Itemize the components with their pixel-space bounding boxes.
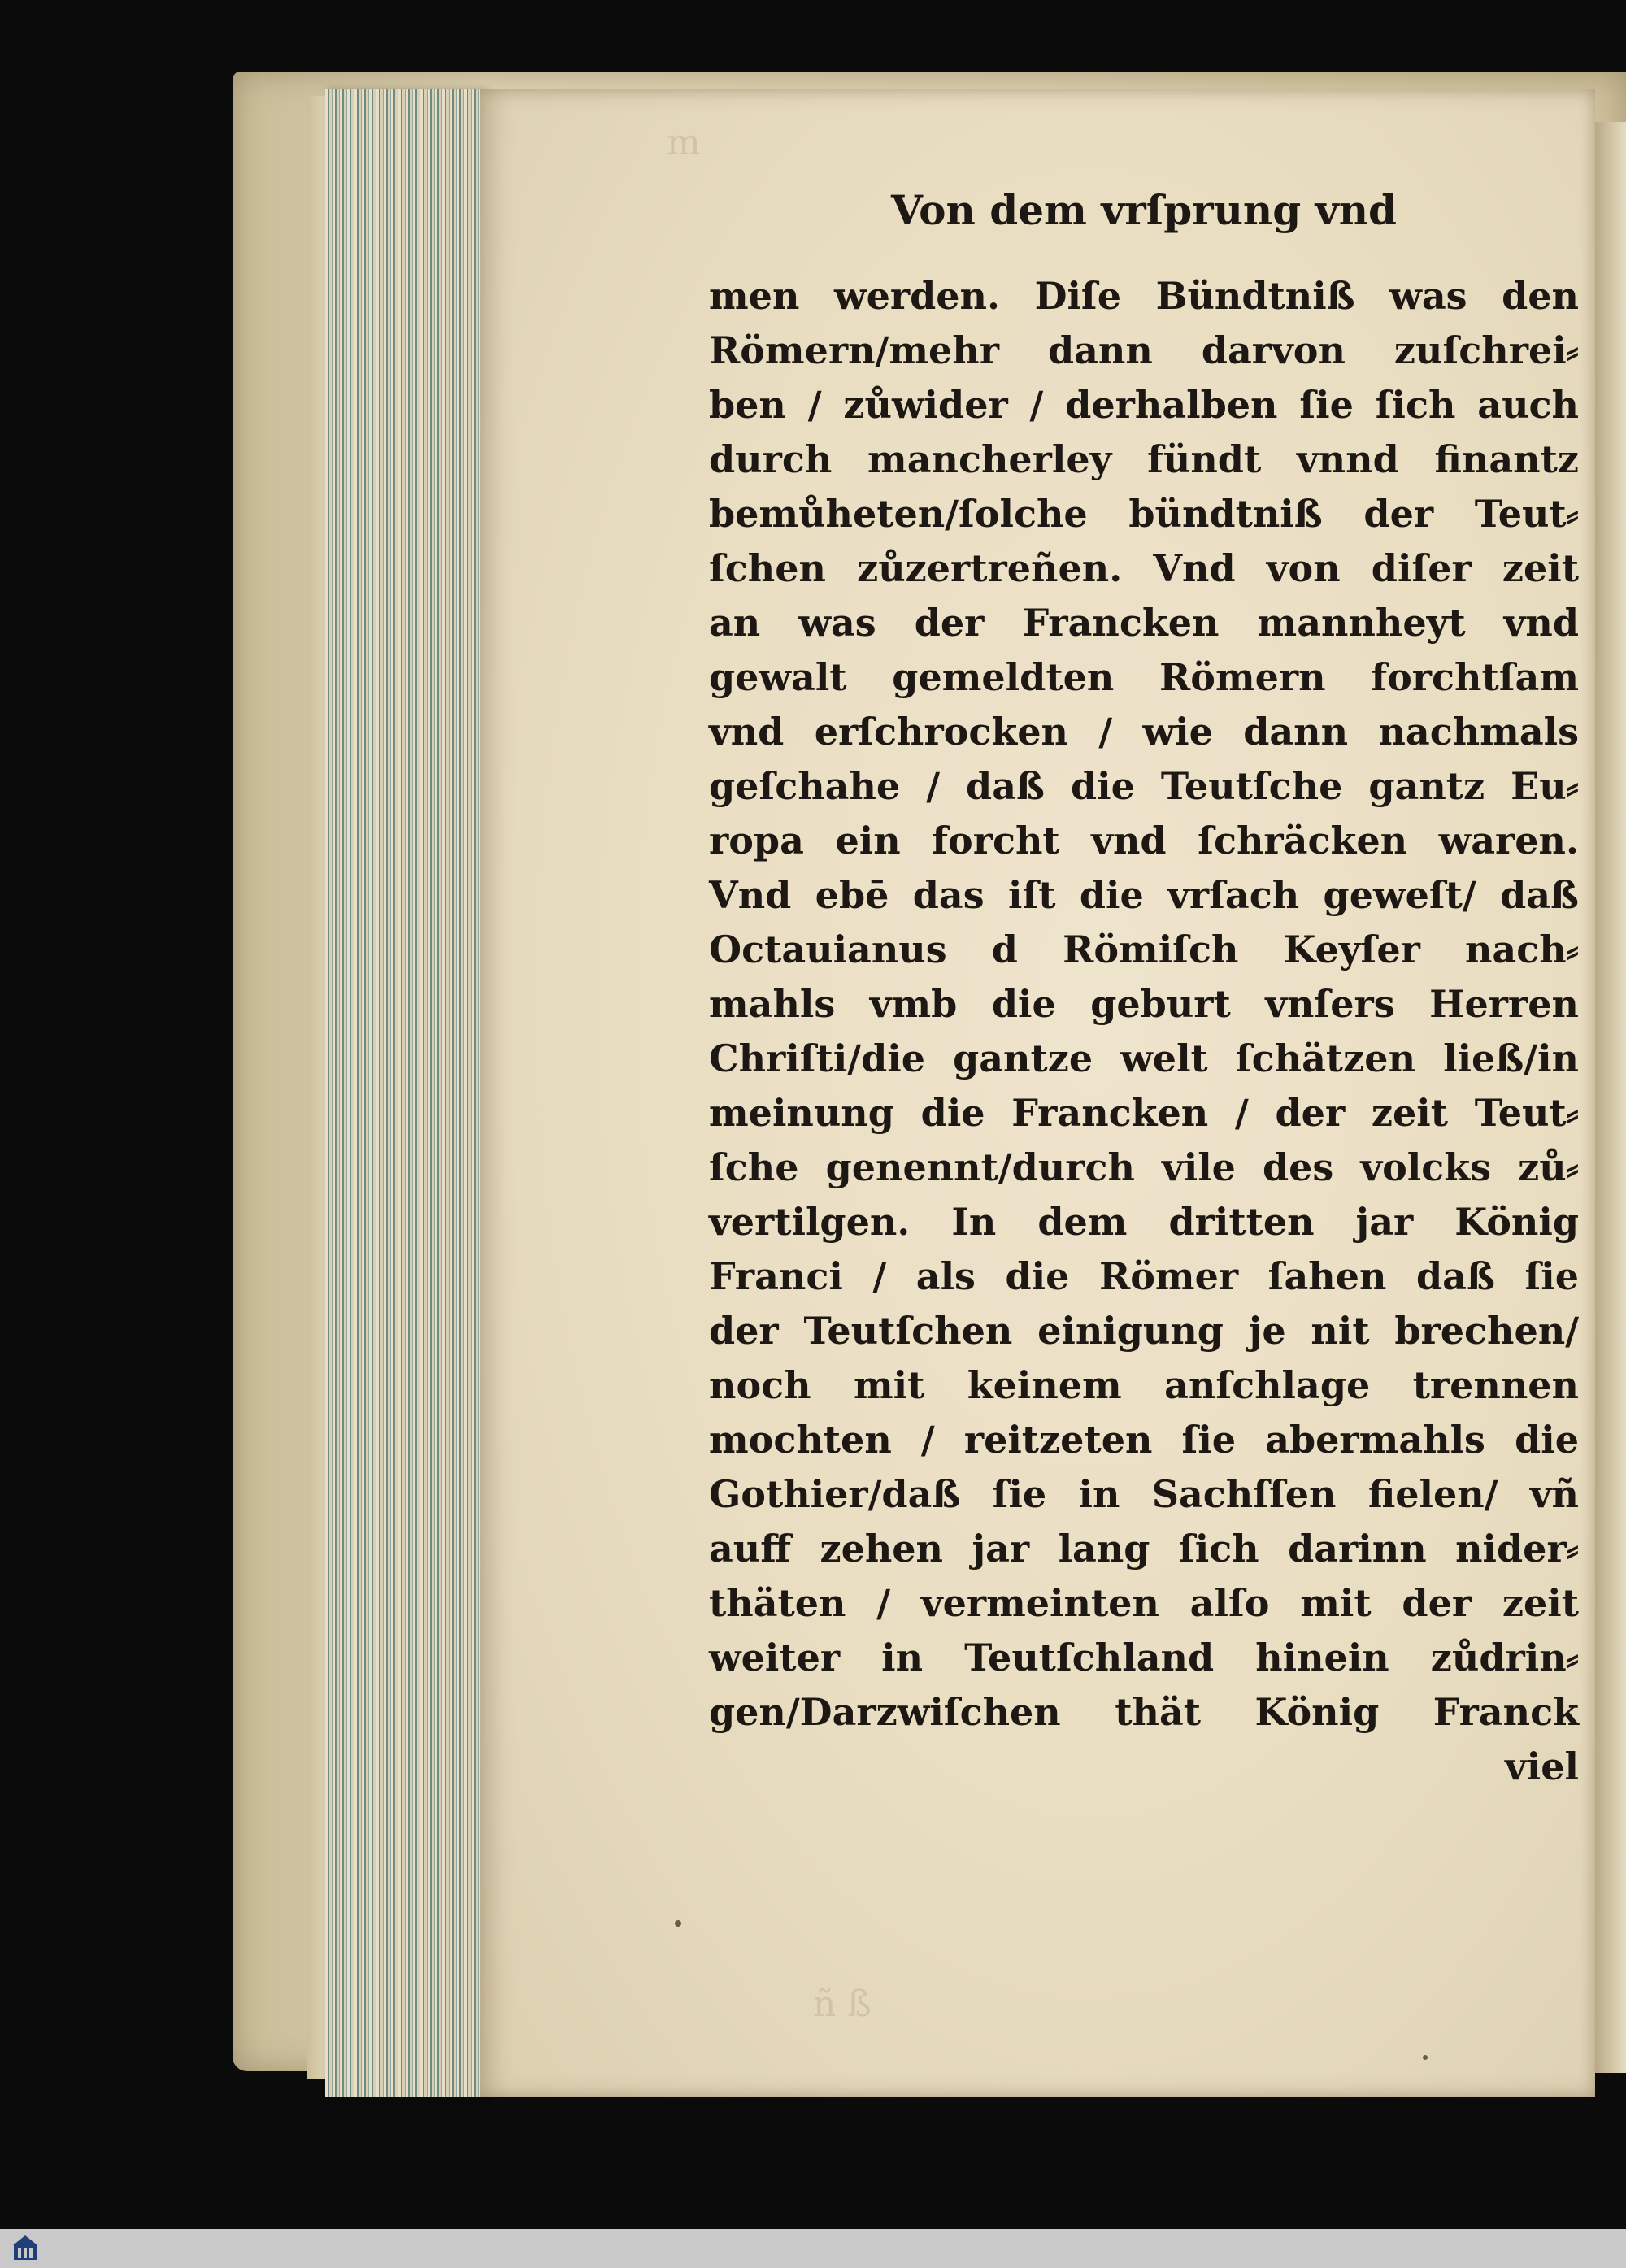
text-line: ſchen zůzertreñen. Vnd von diſer zeit	[709, 546, 1579, 590]
running-head: Von dem vrſprung vnd	[890, 186, 1398, 234]
text-line: auff zehen jar lang ſich darinn nider⸗	[709, 1527, 1579, 1571]
text-line: vertilgen. In dem dritten jar König	[709, 1200, 1579, 1244]
bleed-through-mark: ñ ß	[813, 1983, 872, 2025]
catchword: viel	[1505, 1744, 1579, 1788]
facing-page-edge	[1595, 122, 1626, 2073]
text-line: ſche genennt/durch vile des volcks zů⸗	[709, 1145, 1579, 1189]
text-line: mahls vmb die geburt vnſers Herren	[709, 982, 1579, 1026]
bleed-through-mark: m	[667, 122, 701, 163]
text-line: gewalt gemeldten Römern forchtſam	[709, 655, 1579, 699]
text-line: Vnd ebē das iſt die vrſach geweſt/ daß	[709, 873, 1579, 917]
library-stamp-icon[interactable]	[7, 2232, 44, 2265]
text-line: noch mit keinem anſchlage trennen	[709, 1363, 1579, 1407]
text-line: Römern/mehr dann darvon zuſchrei⸗	[709, 328, 1579, 372]
text-line: mochten / reitzeten ſie abermahls die	[709, 1418, 1579, 1462]
text-line: an was der Francken mannheyt vnd	[709, 601, 1579, 645]
text-line: ben / zůwider / derhalben ſie ſich auch	[709, 383, 1579, 427]
text-line: vnd erſchrocken / wie dann nachmals	[709, 710, 1579, 754]
text-line: Octauianus d Römiſch Keyſer nach⸗	[709, 928, 1579, 971]
text-line: men werden. Diſe Bündtniß was den	[709, 274, 1579, 318]
text-line: Gothier/daß ſie in Sachſſen fielen/ vñ	[709, 1472, 1579, 1516]
text-line: bemůheten/ſolche bündtniß der Teut⸗	[709, 492, 1579, 536]
text-line: ropa ein forcht vnd ſchräcken waren.	[709, 819, 1579, 862]
paper-speck	[1423, 2055, 1428, 2060]
paper-speck	[675, 1920, 681, 1927]
text-line: meinung die Francken / der zeit Teut⸗	[709, 1091, 1579, 1135]
viewer-footer-bar	[0, 2229, 1626, 2268]
text-line: geſchahe / daß die Teutſche gantz Eu⸗	[709, 764, 1579, 808]
text-line: durch mancherley fündt vnnd finantz	[709, 437, 1579, 481]
text-line: gen/Darzwiſchen thät König Franck	[709, 1690, 1579, 1734]
text-line: thäten / vermeinten alſo mit der zeit	[709, 1581, 1579, 1625]
text-line: Chriſti/die gantze welt ſchätzen ließ/in	[709, 1036, 1579, 1080]
text-line: der Teutſchen einigung je nit brechen/	[709, 1309, 1579, 1353]
text-line: weiter in Teutſchland hinein zůdrin⸗	[709, 1636, 1579, 1679]
text-line: Franci / als die Römer ſahen daß ſie	[709, 1254, 1579, 1298]
page-edge-stack	[325, 89, 484, 2097]
